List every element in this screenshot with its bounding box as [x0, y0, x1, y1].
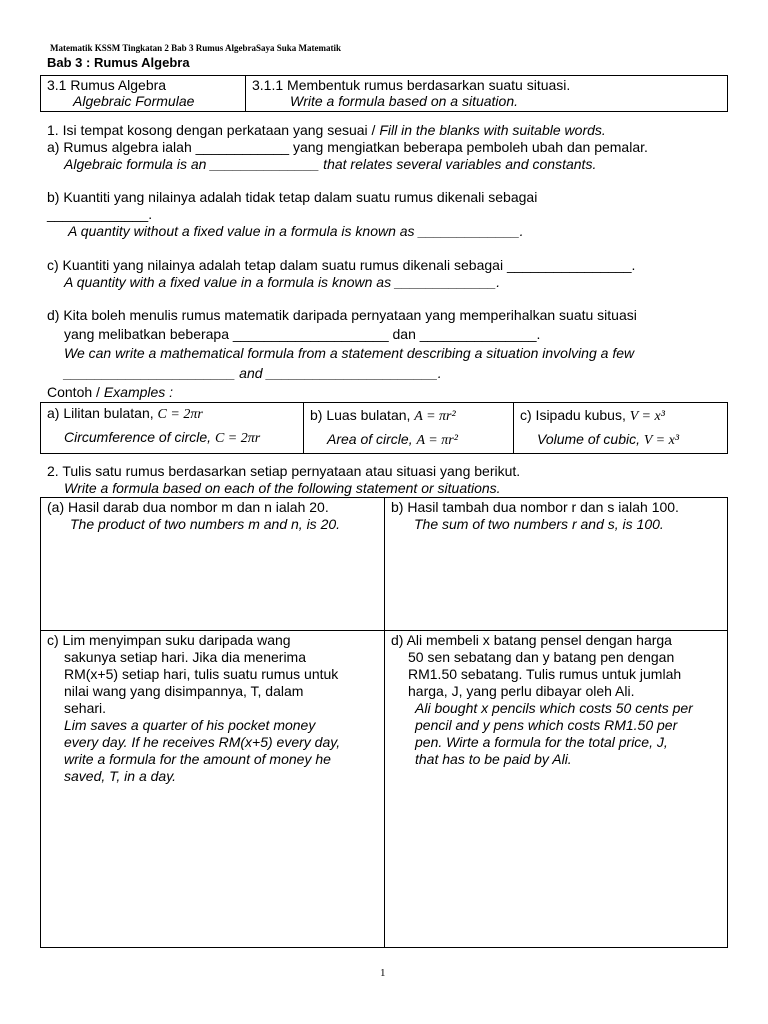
q2-b-en: The sum of two numbers r and s, is 100.	[414, 516, 664, 532]
example-b-formula: A = πr²	[414, 409, 456, 424]
topic-left-en: Algebraic Formulae	[73, 93, 195, 109]
q1-heading-ms: 1. Isi tempat kosong dengan perkataan yang sesuai /	[47, 122, 380, 138]
q2-c-en1: Lim saves a quarter of his pocket money	[64, 717, 316, 733]
q2-c-en3: write a formula for the amount of money he	[64, 751, 331, 767]
q2-d-ms4: harga, J, yang perlu dibayar oleh Ali.	[408, 683, 635, 699]
example-b-ms-line	[310, 407, 507, 425]
q2-d-en3: pen. Wirte a formula for the total price, J,	[415, 734, 668, 750]
examples-label	[47, 384, 173, 401]
q1-d-en1: We can write a mathematical formula from a statement describing a situation involving a few	[64, 345, 635, 361]
chapter-title: Bab 3 : Rumus Algebra	[47, 55, 190, 70]
q1-c-ms: c) Kuantiti yang nilainya adalah tetap dalam suatu rumus dikenali sebagai ________________.	[47, 257, 636, 273]
example-b-en: Area of circle,	[327, 431, 417, 447]
example-b-en-line	[310, 431, 507, 449]
example-a-ms: a) Lilitan bulatan,	[47, 405, 158, 421]
example-c-formula: V = x³	[629, 409, 665, 424]
q1-a-ms: a) Rumus algebra ialah ____________ yang mengiatkan beberapa pemboleh ubah dan pemalar.	[47, 139, 648, 155]
running-title-tail: Saya Suka Matematik	[255, 43, 341, 53]
q2-heading-ms: 2. Tulis satu rumus berdasarkan setiap pernyataan atau situasi yang berikut.	[47, 463, 521, 479]
topic-right-en: Write a formula based on a situation.	[290, 93, 519, 109]
q1-b-ms1: b) Kuantiti yang nilainya adalah tidak tetap dalam suatu rumus dikenali sebagai	[47, 189, 538, 205]
topic-right-ms: 3.1.1 Membentuk rumus berdasarkan suatu situasi.	[252, 77, 571, 93]
topic-cell-left	[41, 76, 246, 112]
examples-label-ms: Contoh /	[47, 384, 104, 400]
q2-c-ms3: RM(x+5) setiap hari, tulis suatu rumus untuk	[64, 666, 339, 682]
q2-d-ms1: d) Ali membeli x batang pensel dengan harga	[391, 632, 672, 648]
example-a-formula: C = 2πr	[157, 407, 203, 422]
q1-b-ms2: _____________.	[47, 206, 153, 222]
example-b-cell	[304, 403, 514, 454]
examples-label-en: Examples	[103, 384, 166, 400]
q2-c-en2: every day. If he receives RM(x+5) every day,	[64, 734, 341, 750]
q2-a-ms: (a) Hasil darab dua nombor m dan n ialah 20.	[47, 499, 329, 515]
q2-c-ms2: sakunya setiap hari. Jika dia menerima	[64, 649, 307, 665]
running-title: Matematik KSSM Tingkatan 2 Bab 3 Rumus Algebra	[50, 43, 256, 53]
examples-table	[40, 402, 728, 454]
example-a-en: Circumference of circle,	[64, 429, 215, 445]
example-b-formula-en: A = πr²	[416, 433, 458, 448]
q2-d-cell	[385, 631, 728, 948]
q2-heading-en: Write a formula based on each of the following statement or situations.	[64, 480, 501, 496]
q2-d-en1: Ali bought x pencils which costs 50 cents per	[415, 700, 693, 716]
q1-heading	[47, 122, 606, 139]
example-c-cell	[514, 403, 728, 454]
q1-d-ms1: d) Kita boleh menulis rumus matematik daripada pernyataan yang memperihalkan suatu situasi	[47, 307, 637, 323]
examples-label-colon: :	[165, 384, 174, 400]
q2-d-en4: that has to be paid by Ali.	[415, 751, 572, 767]
q2-d-ms3: RM1.50 sebatang. Tulis rumus untuk jumlah	[408, 666, 682, 682]
topic-table	[40, 75, 728, 112]
q1-d-ms2: yang melibatkan beberapa ____________________ dan _______________.	[64, 326, 541, 342]
q2-d-en2: pencil and y pens which costs RM1.50 per	[415, 717, 678, 733]
example-a-cell	[41, 403, 304, 454]
q2-b-ms: b) Hasil tambah dua nombor r dan s ialah 100.	[391, 499, 679, 515]
example-a-formula-en: C = 2πr	[214, 431, 261, 446]
topic-cell-right	[246, 76, 728, 112]
q2-a-cell	[41, 498, 385, 631]
q1-b-en: A quantity without a fixed value in a formula is known as _____________.	[68, 223, 524, 239]
q2-b-cell	[385, 498, 728, 631]
example-c-formula-en: V = x³	[643, 433, 680, 448]
q1-d-en2: ______________________ and ______________________.	[64, 365, 442, 381]
example-b-ms: b) Luas bulatan,	[310, 407, 415, 423]
q2-a-en: The product of two numbers m and n, is 20.	[70, 516, 341, 532]
q1-heading-en: Fill in the blanks with suitable words.	[379, 122, 606, 138]
example-c-en: Volume of cubic,	[537, 431, 644, 447]
q2-c-ms5: sehari.	[64, 700, 107, 716]
q2-c-en4: saved, T, in a day.	[64, 768, 177, 784]
topic-left-ms: 3.1 Rumus Algebra	[47, 77, 167, 93]
example-c-ms-line	[520, 407, 721, 425]
q1-a-en: Algebraic formula is an ______________ that relates several variables and constants.	[64, 156, 597, 172]
q2-c-cell	[41, 631, 385, 948]
running-header	[50, 43, 341, 53]
q2-c-ms4: nilai wang yang disimpannya, T, dalam	[64, 683, 304, 699]
example-a-en-line	[47, 429, 297, 447]
q2-d-ms2: 50 sen sebatang dan y batang pen dengan	[408, 649, 675, 665]
q2-c-ms1: c) Lim menyimpan suku daripada wang	[47, 632, 291, 648]
example-c-en-line	[520, 431, 721, 449]
q1-c-en: A quantity with a fixed value in a formula is known as _____________.	[64, 274, 501, 290]
example-a-ms-line	[47, 405, 297, 423]
q2-answer-table	[40, 497, 728, 948]
example-c-ms: c) Isipadu kubus,	[520, 407, 630, 423]
page-number: 1	[380, 967, 386, 979]
